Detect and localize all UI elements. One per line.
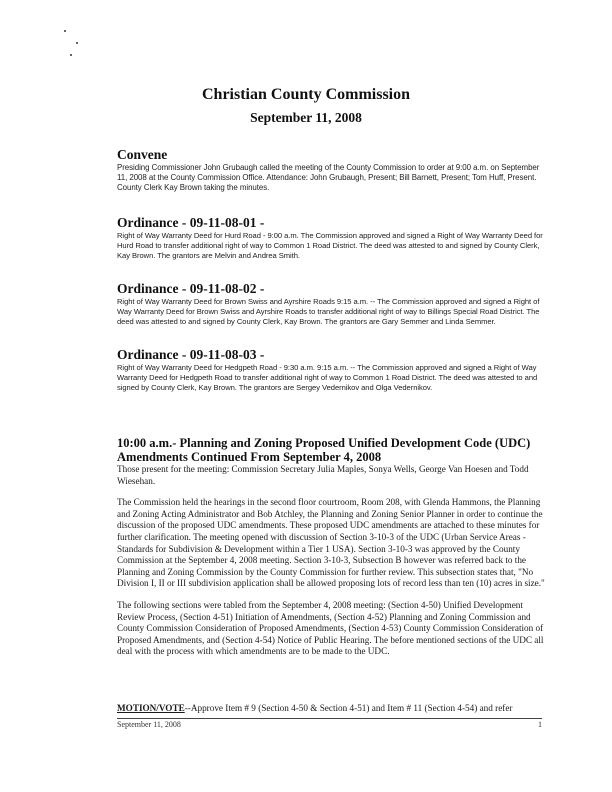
document-title: Christian County Commission xyxy=(201,86,411,103)
ordinance-section-2 xyxy=(117,281,547,327)
ordinance-heading: Ordinance - 09-11-08-01 - xyxy=(117,215,265,230)
page-footer xyxy=(117,718,542,729)
planning-present-text: Those present for the meeting: Commission Secretary Julia Maples, Sonya Wells, George Van Hoesen and Todd Wiesehan. xyxy=(117,464,529,486)
page-number: 1 xyxy=(538,720,542,729)
convene-section xyxy=(117,147,547,193)
convene-heading: Convene xyxy=(117,147,168,162)
ordinance-heading: Ordinance - 09-11-08-02 - xyxy=(117,281,265,296)
ordinance-text: Right of Way Warranty Deed for Brown Swiss and Ayrshire Roads 9:15 a.m. -- The Commission approved and signed a Right of Way Warranty Deed for Brown Swiss and Ayrshire Roads to transfer additional right of way to Billings Special Road District. The deed was attested to and signed by County Clerk, Kay Brown. The grantors are Gary Semmer and Linda Semmer. xyxy=(117,297,540,326)
convene-text: Presiding Commissioner John Grubaugh called the meeting of the County Commission to order at 9:00 a.m. on September 11, 2008 at the County Commission Office. Attendance: John Grubaugh, Present; Bill Barnett, Present; Tom Huff, Present. County Clerk Kay Brown taking the minutes. xyxy=(117,163,540,192)
ordinance-text: Right of Way Warranty Deed for Hurd Road - 9:00 a.m. The Commission approved and signed a Right of Way Warranty Deed for Hurd Road to transfer additional right of way to Common 1 Road District. The deed was attested to and signed by County Clerk, Kay Brown. The grantors are Melvin and Andrea Smith. xyxy=(117,231,543,260)
planning-paragraph-2: The following sections were tabled from the September 4, 2008 meeting: (Section 4-50) Unified Development Review Process, (Section 4-51) Initiation of Amendments, (Section 4-52) Planning and Zoning Commission and County Commission Consideration of Proposed Amendments, (Section 4-53) County Commission Consideration of Proposed Amendments, and (Section 4-54) Notice of Public Hearing. The before mentioned sections of the UDC all deal with the process with which amendments are to be made to the UDC. xyxy=(117,599,544,657)
ordinance-text: Right of Way Warranty Deed for Hedgpeth Road - 9:30 a.m. 9:15 a.m. -- The Commission approved and signed a Right of Way Warranty Deed for Hedgpeth Road to transfer additional right of way to Common 1 Road District. The deed was attested to and signed by County Clerk, Kay Brown. The grantors are Sergey Vedernikov and Olga Vedernikov. xyxy=(117,363,538,392)
motion-text: --Approve Item # 9 (Section 4-50 & Section 4-51) and Item # 11 (Section 4-54) and refer xyxy=(184,703,513,713)
scan-marks xyxy=(62,28,92,68)
planning-paragraph-1: The Commission held the hearings in the second floor courtroom, Room 208, with Glenda Hammons, the Planning and Zoning Acting Administrator and Bob Atchley, the Planning and Zoning Senior Planner in order to continue the discussion of the proposed UDC amendments. These proposed UDC amendments are attached to these minutes for further clarification. The meeting opened with discussion of Section 3-10-3 of the UDC (Urban Service Areas - Standards for Subdivision & Development within a Tier 1 USA). Section 3-10-3 was approved by the County Commission at the September 4, 2008 meeting. Section 3-10-3, Subsection B however was referred back to the Planning and Zoning Commission by the County Commission for further review. This subsection states that, "No Division I, II or III subdivision application shall be allowed proposing lots of record less than ten (10) acres in size." xyxy=(117,497,545,589)
ordinance-section-1 xyxy=(117,215,547,261)
ordinance-heading: Ordinance - 09-11-08-03 - xyxy=(117,347,265,362)
ordinance-section-3 xyxy=(117,347,547,393)
planning-section xyxy=(117,436,547,658)
footer-date: September 11, 2008 xyxy=(117,720,181,729)
motion-label: MOTION/VOTE xyxy=(117,703,185,713)
motion-line xyxy=(117,703,557,713)
document-date: September 11, 2008 xyxy=(250,110,362,125)
planning-heading: 10:00 a.m.- Planning and Zoning Proposed Unified Development Code (UDC) Amendments Continued From September 4, 2008 xyxy=(117,436,531,464)
